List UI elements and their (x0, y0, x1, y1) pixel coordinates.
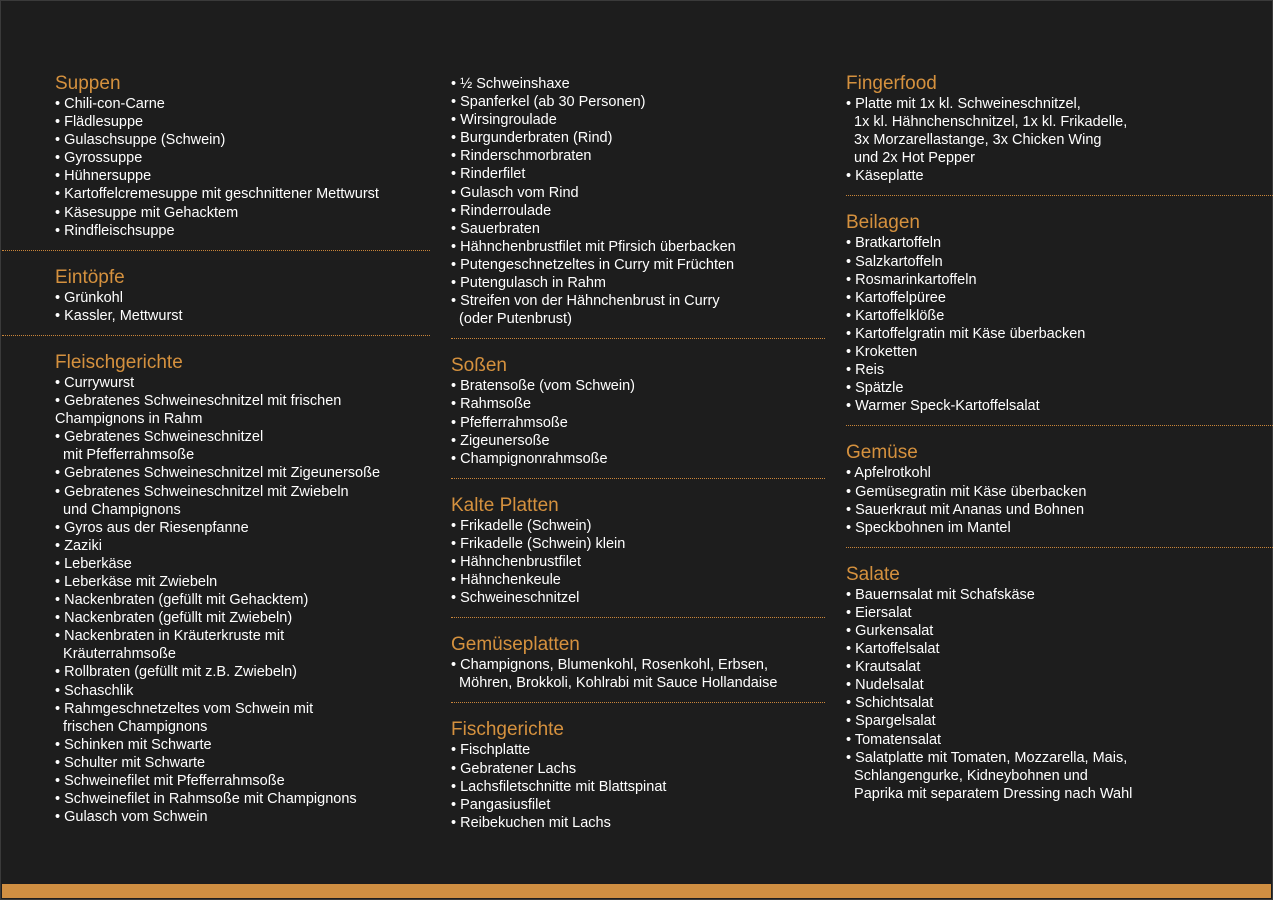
menu-item: mit Pfefferrahmsoße (55, 447, 195, 464)
menu-item: • Nackenbraten in Kräuterkruste mit (55, 628, 285, 645)
menu-item: • Tomatensalat (846, 731, 942, 748)
menu-item: • Wirsingroulade (451, 112, 557, 129)
menu-item: • Putengeschnetzeltes in Curry mit Früchten (451, 256, 735, 273)
menu-item: • Gebratenes Schweineschnitzel (55, 429, 264, 446)
menu-item: • Putengulasch in Rahm (451, 275, 606, 292)
section-salate (846, 564, 1273, 803)
menu-item: • Gulasch vom Schwein (55, 809, 208, 826)
item-list (846, 95, 1273, 185)
menu-item: • Gebratenes Schweineschnitzel mit Zwiebeln (55, 483, 349, 500)
menu-column-1 (0, 73, 430, 826)
menu-item: • Schulter mit Schwarte (55, 754, 206, 771)
menu-item: • Lachsfiletschnitte mit Blattspinat (451, 778, 667, 795)
menu-item: und Champignons (55, 501, 181, 518)
section-title: Gemüseplatten (451, 634, 580, 656)
menu-item: • Champignonrahmsoße (451, 450, 608, 467)
dotted-divider (846, 547, 1273, 548)
menu-column-2 (451, 73, 825, 832)
menu-item: • Krautsalat (846, 659, 921, 676)
menu-item: • Leberkäse (55, 555, 132, 572)
menu-item: • Kroketten (846, 344, 918, 361)
section-suppen (0, 73, 430, 240)
menu-item: • Fischplatte (451, 742, 531, 759)
item-list (846, 586, 1273, 803)
menu-item: • Kartoffelklöße (846, 307, 945, 324)
menu-item: • Nackenbraten (gefüllt mit Gehacktem) (55, 592, 309, 609)
menu-item: • Kartoffelsalat (846, 641, 940, 658)
menu-item: • Gyrossuppe (55, 150, 143, 167)
menu-item: • Rindfleischsuppe (55, 222, 175, 239)
menu-item: • Platte mit 1x kl. Schweineschnitzel, (846, 96, 1081, 112)
menu-item: • Zaziki (55, 537, 102, 554)
menu-column-3 (846, 73, 1273, 803)
menu-item: Kräuterrahmsoße (55, 646, 176, 663)
menu-item: • Chili-con-Carne (55, 96, 165, 112)
menu-item: • Rahmsoße (451, 396, 532, 413)
menu-item: • Gulaschsuppe (Schwein) (55, 132, 226, 149)
menu-item: (oder Putenbrust) (451, 311, 572, 328)
menu-item: • Sauerkraut mit Ananas und Bohnen (846, 501, 1085, 518)
section-eintoepfe (0, 267, 430, 325)
menu-item: • Apfelrotkohl (846, 465, 931, 482)
menu-item: • Gulasch vom Rind (451, 184, 579, 201)
dotted-divider (451, 478, 825, 479)
section-kalte-platten (451, 495, 825, 607)
menu-item: • Schweinefilet in Rahmsoße mit Champignons (55, 791, 357, 808)
section-gemuese (846, 442, 1273, 536)
menu-item: • Pfefferrahmsoße (451, 414, 568, 431)
menu-item: • Salzkartoffeln (846, 253, 943, 270)
section-sossen (451, 355, 825, 467)
menu-item: • Gyros aus der Riesenpfanne (55, 519, 249, 536)
item-list (451, 75, 825, 328)
section-fingerfood (846, 73, 1273, 185)
menu-item: Schlangengurke, Kidneybohnen und (846, 767, 1088, 784)
menu-item: • Hühnersuppe (55, 168, 152, 185)
menu-item: • Spargelsalat (846, 713, 936, 730)
menu-item: Champignons in Rahm (55, 411, 203, 428)
menu-item: frischen Champignons (55, 718, 208, 735)
menu-item: • Rinderroulade (451, 202, 552, 219)
footer-bar (2, 884, 1271, 898)
menu-item: • Sauerbraten (451, 220, 540, 237)
menu-item: • Spätzle (846, 380, 904, 397)
section-title: Fischgerichte (451, 719, 564, 741)
menu-item: • Reis (846, 362, 885, 379)
dotted-divider (846, 425, 1273, 426)
menu-item: • Gebratenes Schweineschnitzel mit frischen (55, 393, 342, 410)
menu-item: • Salatplatte mit Tomaten, Mozzarella, Mais, (846, 749, 1128, 766)
menu-item: • Gemüsegratin mit Käse überbacken (846, 483, 1087, 500)
menu-item: • Schaschlik (55, 682, 134, 699)
dotted-divider (2, 335, 430, 336)
menu-item: • Bratkartoffeln (846, 235, 942, 252)
item-list (451, 741, 825, 831)
menu-item: • Frikadelle (Schwein) klein (451, 535, 626, 552)
menu-item: • Champignons, Blumenkohl, Rosenkohl, Erbsen, (451, 657, 768, 674)
item-list (451, 656, 825, 692)
section-title: Beilagen (846, 212, 920, 234)
menu-item: • Käseplatte (846, 168, 924, 185)
menu-item: • Rinderschmorbraten (451, 148, 592, 165)
menu-item: • Schinken mit Schwarte (55, 736, 212, 753)
menu-item: • Käsesuppe mit Gehacktem (55, 204, 239, 221)
menu-item: • Streifen von der Hähnchenbrust in Curry (451, 293, 720, 310)
item-list (55, 374, 430, 826)
menu-item: • Hähnchenbrustfilet (451, 553, 582, 570)
menu-item: • Kartoffelgratin mit Käse überbacken (846, 325, 1086, 342)
menu-item: • Nudelsalat (846, 677, 924, 694)
menu-item: • Frikadelle (Schwein) (451, 517, 592, 534)
menu-item: • Burgunderbraten (Rind) (451, 130, 613, 147)
menu-item: • Currywurst (55, 374, 135, 391)
menu-item: • Rahmgeschnetzeltes vom Schwein mit (55, 700, 314, 717)
menu-item: • Gebratenes Schweineschnitzel mit Zigeunersoße (55, 465, 381, 482)
section-gemueseplatten (451, 634, 825, 692)
section-fleischgerichte-continued (451, 75, 825, 328)
menu-item: • Grünkohl (55, 289, 123, 306)
dotted-divider (846, 195, 1273, 196)
section-title: Soßen (451, 355, 507, 377)
section-fleischgerichte (0, 352, 430, 826)
menu-item: • Bauernsalat mit Schafskäse (846, 586, 1035, 603)
menu-item: • Nackenbraten (gefüllt mit Zwiebeln) (55, 610, 293, 627)
menu-item: • Rollbraten (gefüllt mit z.B. Zwiebeln) (55, 664, 297, 681)
menu-item: und 2x Hot Pepper (846, 150, 975, 167)
menu-item: • Schichtsalat (846, 695, 934, 712)
dotted-divider (451, 702, 825, 703)
menu-item: • Kartoffelpüree (846, 289, 946, 306)
menu-item: 1x kl. Hähnchenschnitzel, 1x kl. Frikadelle, (846, 114, 1128, 131)
menu-item: • Schweineschnitzel (451, 590, 580, 607)
item-list (55, 289, 430, 325)
menu-item: • ½ Schweinshaxe (451, 76, 570, 92)
menu-item: • Pangasiusfilet (451, 796, 551, 813)
menu-item: • Warmer Speck-Kartoffelsalat (846, 398, 1040, 415)
section-title: Kalte Platten (451, 494, 559, 516)
item-list (451, 517, 825, 607)
section-title: Fingerfood (846, 73, 937, 94)
menu-item: • Rinderfilet (451, 166, 526, 183)
menu-item: • Bratensoße (vom Schwein) (451, 378, 635, 395)
section-title: Fleischgerichte (55, 351, 183, 373)
menu-item: 3x Morzarellastange, 3x Chicken Wing (846, 132, 1102, 149)
item-list (55, 95, 430, 240)
menu-item: • Speckbohnen im Mantel (846, 519, 1011, 536)
section-title: Eintöpfe (55, 266, 125, 288)
section-title: Suppen (55, 73, 121, 94)
item-list (451, 377, 825, 467)
menu-item: • Eiersalat (846, 604, 912, 621)
dotted-divider (451, 338, 825, 339)
item-list (846, 234, 1273, 415)
menu-item: • Hähnchenkeule (451, 572, 561, 589)
menu-item: • Reibekuchen mit Lachs (451, 814, 611, 831)
menu-item: • Spanferkel (ab 30 Personen) (451, 94, 646, 111)
menu-item: • Kassler, Mettwurst (55, 307, 183, 324)
dotted-divider (451, 617, 825, 618)
section-beilagen (846, 212, 1273, 415)
menu-item: Paprika mit separatem Dressing nach Wahl (846, 785, 1133, 802)
menu-item: • Leberkäse mit Zwiebeln (55, 573, 218, 590)
menu-item: • Gurkensalat (846, 622, 934, 639)
menu-item: • Hähnchenbrustfilet mit Pfirsich überbacken (451, 238, 736, 255)
item-list (846, 464, 1273, 536)
menu-item: • Schweinefilet mit Pfefferrahmsoße (55, 773, 285, 789)
dotted-divider (2, 250, 430, 251)
menu-item: • Flädlesuppe (55, 114, 144, 131)
menu-item: • Rosmarinkartoffeln (846, 271, 977, 288)
section-title: Salate (846, 563, 900, 585)
menu-item: • Kartoffelcremesuppe mit geschnittener Mettwurst (55, 186, 379, 203)
menu-item: Möhren, Brokkoli, Kohlrabi mit Sauce Hollandaise (451, 675, 778, 692)
section-fischgerichte (451, 719, 825, 831)
menu-item: • Gebratener Lachs (451, 760, 577, 777)
menu-item: • Zigeunersoße (451, 432, 550, 449)
section-title: Gemüse (846, 442, 918, 464)
